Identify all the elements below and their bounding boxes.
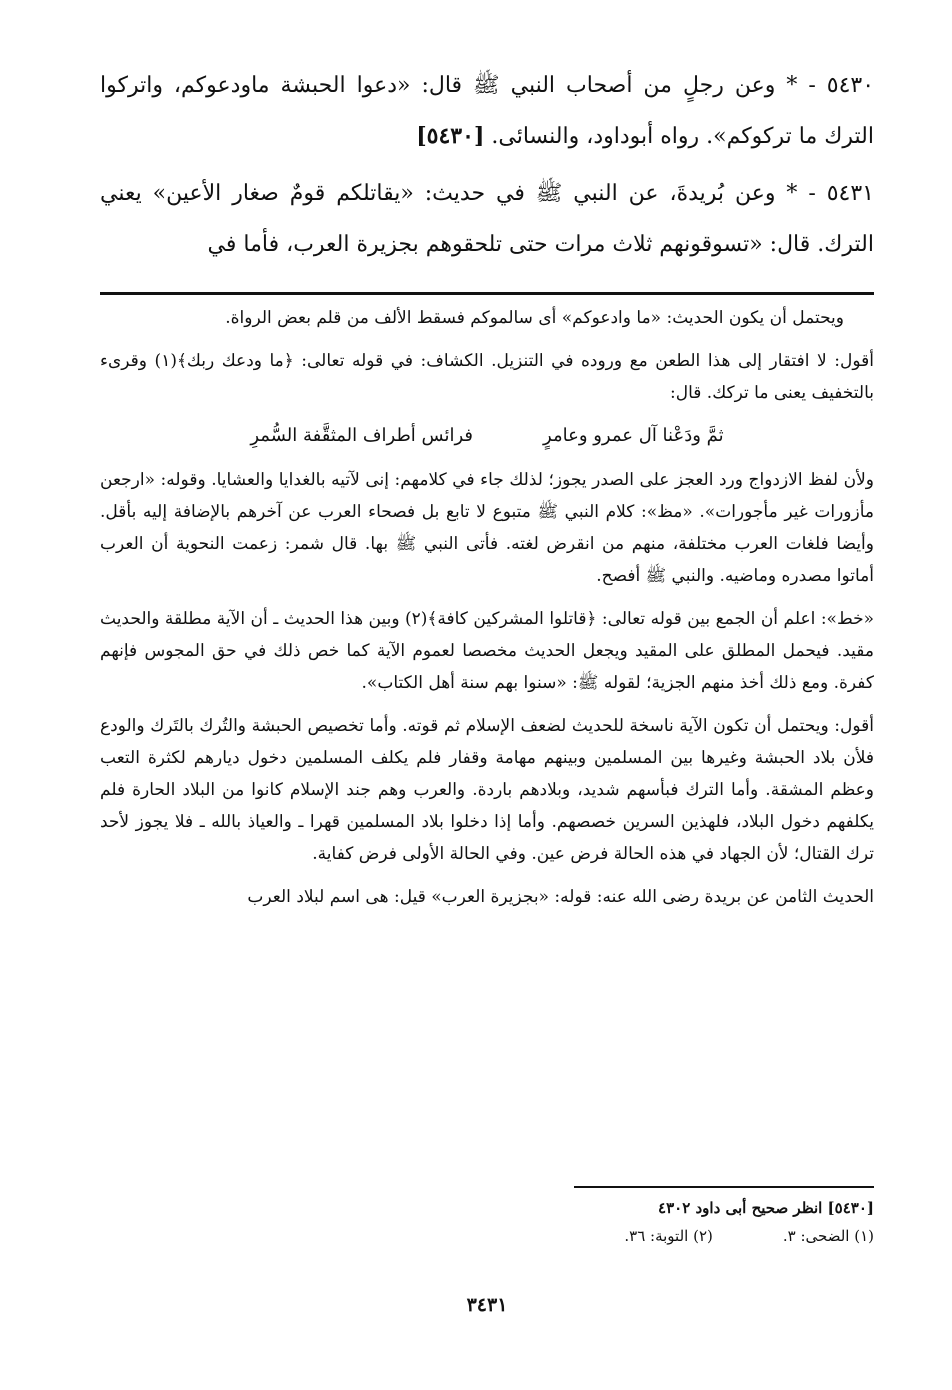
hadith-text: وعن رجلٍ من أصحاب النبي ﷺ قال: «دعوا الحبشة ماودعوكم، واتركوا الترك ما تركوكم». رواه أبوداود، والنسائى. — [100, 73, 874, 149]
hadith-text: وعن بُريدةَ، عن النبي ﷺ في حديث: «يقاتلكم قومٌ صغار الأعين» يعني الترك. قال: «تسوقونهم ثلاث مرات حتى تلحقوهم بجزيرة العرب، فأما في — [100, 181, 874, 257]
hadith-reference: [٥٤٣٠] — [416, 123, 485, 149]
footnote-separator-line — [574, 1186, 874, 1188]
verse-second-hemistich: فرائس أطراف المثقَّفة السُّمرِ — [250, 425, 474, 446]
commentary-paragraph-6: الحديث الثامن عن بريدة رضى الله عنه: قوله: «بجزيرة العرب» قيل: هى اسم لبلاد العرب — [247, 887, 874, 907]
commentary — [100, 302, 874, 924]
commentary-paragraph-1: ويحتمل أن يكون الحديث: «ما وادعوكم» أى سالموكم فسقط الألف من قلم بعض الرواة. — [225, 308, 844, 328]
footnote-2: (٢) التوبة: ٣٦. — [624, 1227, 713, 1245]
commentary-paragraph-5: أقول: ويحتمل أن تكون الآية ناسخة للحديث لضعف الإسلام ثم قوته. وأما تخصيص الحبشة والتُرك بالتَرك والودع فلأن بلاد الحبشة وغيرها بين المسلمين وبينهم مهامة وقفار فلم يكلف المسلمين دخول ديارهم لكثرة التعب وعظم المشقة. وأما الترك فبأسهم شديد، وبلادهم باردة. والعرب وهم جند الإسلام كانوا من البلاد الحارة فلم يكلفهم دخول البلاد، فلهذين السرين خصصهم. وأما إذا دخلوا بلاد المسلمين قهرا ـ والعياذ بالله ـ فلا يجوز لأحد ترك القتال؛ لأن الجهاد في هذه الحالة فرض عين. وفي الحالة الأولى فرض كفاية. — [100, 716, 874, 864]
poetry-verse — [100, 420, 874, 452]
main-separator-line — [100, 292, 874, 295]
page-number: ٣٤٣١ — [466, 1294, 508, 1316]
hadith-number: ٥٤٣١ - — [797, 181, 874, 206]
hadith-marker: * — [775, 181, 798, 206]
hadith-marker: * — [775, 73, 798, 98]
commentary-paragraph-4: «خط»: اعلم أن الجمع بين قوله تعالى: ﴿قاتلوا المشركين كافة﴾(٢) وبين هذا الحديث ـ أن الآية مطلقة والحديث مقيد. فيحمل المطلق على المقيد ويجعل الحديث مخصصا لعموم الآية كما خص ذلك في حق المجوس فإنهم كفرة. ومع ذلك أخذ منهم الجزية؛ لقوله ﷺ: «سنوا بهم سنة أهل الكتاب». — [100, 609, 874, 693]
verse-first-hemistich: ثمَّ ودَعْنا آل عمرو وعامرٍ — [543, 425, 724, 446]
footnotes — [100, 1194, 874, 1250]
footnote-reference-5430: [٥٤٣٠] انظر صحيح أبى داود ٤٣٠٢ — [658, 1199, 874, 1217]
commentary-paragraph-2: أقول: لا افتقار إلى هذا الطعن مع وروده في التنزيل. الكشاف: في قوله تعالى: ﴿ما ودعك ربك﴾(١) وقرىء بالتخفيف يعنى ما تركك. قال: — [100, 351, 874, 403]
footnote-line — [100, 1222, 874, 1250]
book-page — [100, 0, 874, 1390]
commentary-paragraph-3: ولأن لفظ الازدواج ورد العجز على الصدر يجوز؛ لذلك جاء في كلامهم: إنى لآتيه بالغدايا والعشايا. وقوله: «ارجعن مأزورات غير مأجورات». «مظ»: كلام النبي ﷺ متبوع لا تابع بل فصحاء العرب عن آخرهم بالإضافة إليه بأقل. وأيضا فلغات العرب مختلفة، منهم من انقرض لغته. فأتى النبي ﷺ بها. قال شمر: زعمت النحوية أن العرب أماتوا مصدره وماضيه. والنبي ﷺ أفصح. — [100, 470, 875, 586]
hadith-number: ٥٤٣٠ - — [797, 73, 875, 98]
hadith-5430 — [100, 60, 874, 162]
hadith-5431 — [100, 168, 874, 270]
footnote-1: (١) الضحى: ٣. — [782, 1227, 874, 1245]
